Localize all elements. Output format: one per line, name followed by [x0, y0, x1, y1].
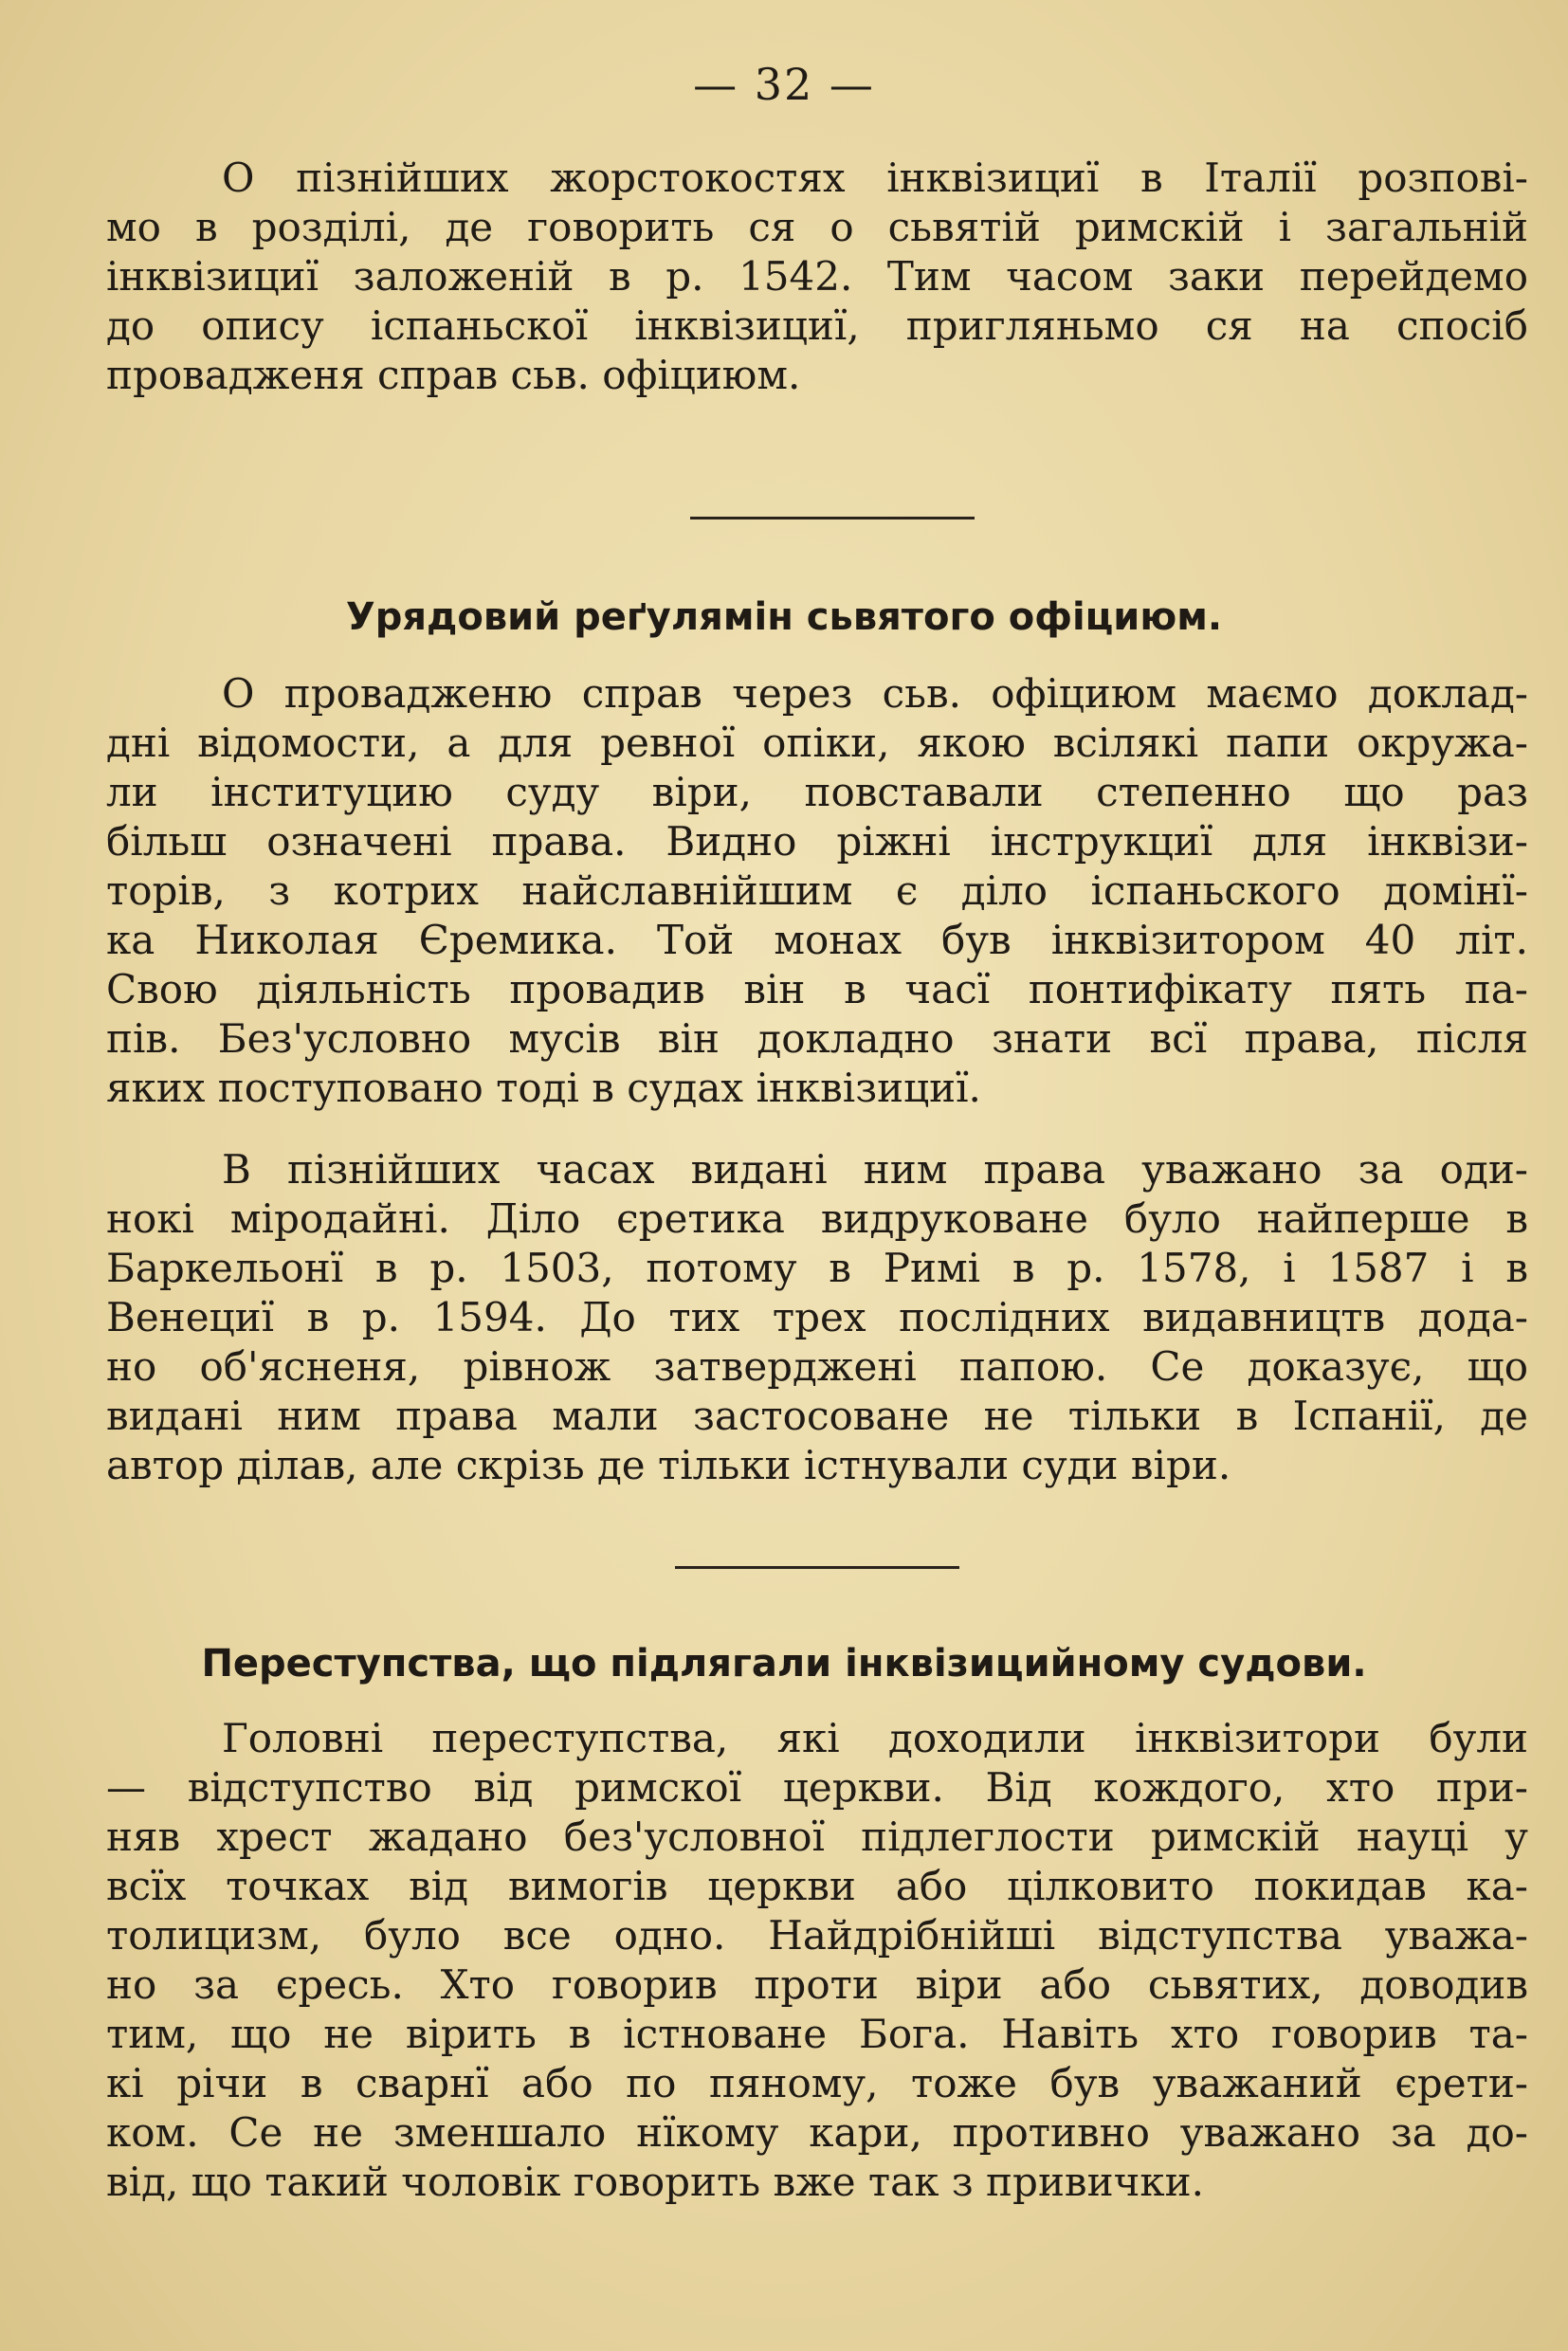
text-line: пів. Без'условно мусів він докладно знати всї права, після	[106, 1015, 1528, 1062]
text-line: всїх точках від вимогів церкви або цілковито покидав ка-	[106, 1863, 1528, 1909]
text-line: мо в розділі, де говорить ся о сьвятій римскій і загальній	[106, 204, 1528, 250]
page-number: — 32 —	[693, 59, 875, 110]
text-line: автор ділав, але скрізь де тільки істнували суди віри.	[106, 1442, 1231, 1488]
text-line: інквізициї заложеній в р. 1542. Тим часом заки перейдемо	[106, 253, 1528, 300]
text-line: — відступство від римскої церкви. Від кождого, хто при-	[106, 1764, 1528, 1811]
section-heading-offences: Переступства, що підлягали інквізицийному судови.	[201, 1642, 1367, 1686]
text-line: більш означені права. Видно ріжні інструкциї для інквізи-	[106, 818, 1528, 865]
paragraph-1	[106, 154, 1528, 400]
text-line: від, що такий чоловік говорить вже так з привички.	[106, 2159, 1204, 2205]
text-line: до опису іспаньскої інквізициї, пригляньмо ся на спосіб	[106, 302, 1528, 349]
text-line: нокі міродайні. Діло єретика видруковане було найперше в	[106, 1195, 1528, 1242]
text-line: провадженя справ сьв. офіциюм.	[106, 352, 801, 398]
text-line: О провадженю справ через сьв. офіциюм маємо доклад-	[222, 670, 1528, 717]
text-line: Свою діяльність провадив він в часї понтифікату пять па-	[106, 966, 1528, 1012]
section-heading-regulations: Урядовий реґулямін сьвятого офіциюм.	[345, 595, 1223, 639]
text-line: кі річи в сварнї або по пяному, тоже був уважаний єрети-	[106, 2060, 1528, 2106]
paragraph-4	[106, 1714, 1528, 2207]
section-divider	[675, 1566, 959, 1569]
text-line: ли інституцию суду віри, повставали степенно що раз	[106, 769, 1528, 815]
text-line: ком. Се не зменшало нїкому кари, противно уважано за до-	[106, 2109, 1528, 2156]
text-line: толицизм, було все одно. Найдрібнійші відступства уважа-	[106, 1912, 1528, 1959]
text-line: Головні переступства, які доходили інквізитори були	[222, 1715, 1528, 1761]
text-line: Баркельонї в р. 1503, потому в Римі в р. 1578, і 1587 і в	[106, 1245, 1528, 1291]
text-line: видані ним права мали застосоване не тільки в Іспанії, де	[106, 1393, 1528, 1439]
text-line: О пізнійших жорстокостях інквізициї в Італії розпові-	[222, 155, 1528, 201]
text-line: дні відомости, а для ревної опіки, якою всілякі папи окружа-	[106, 720, 1528, 766]
text-line: но об'ясненя, рівнож затверджені папою. Се доказує, що	[106, 1343, 1528, 1390]
text-line: Венециї в р. 1594. До тих трех послідних видавництв дода-	[106, 1294, 1528, 1340]
text-line: тим, що не вірить в істноване Бога. Навіть хто говорив та-	[106, 2011, 1528, 2057]
text-line: В пізнійших часах видані ним права уважано за оди-	[222, 1146, 1528, 1193]
text-line: яких поступовано тоді в судах інквізициї.	[106, 1065, 981, 1111]
section-divider	[690, 517, 975, 519]
text-line: но за єресь. Хто говорив проти віри або сьвятих, доводив	[106, 1961, 1528, 2008]
paragraph-3	[106, 1145, 1528, 1490]
text-line: ка Николая Єремика. Той монах був інквізитором 40 літ.	[106, 917, 1528, 963]
text-line: торів, з котрих найславнійшим є діло іспаньского домінї-	[106, 867, 1528, 914]
paragraph-2	[106, 669, 1528, 1113]
text-line: няв хрест жадано без'условної підлеглости римскій науці у	[106, 1813, 1528, 1860]
